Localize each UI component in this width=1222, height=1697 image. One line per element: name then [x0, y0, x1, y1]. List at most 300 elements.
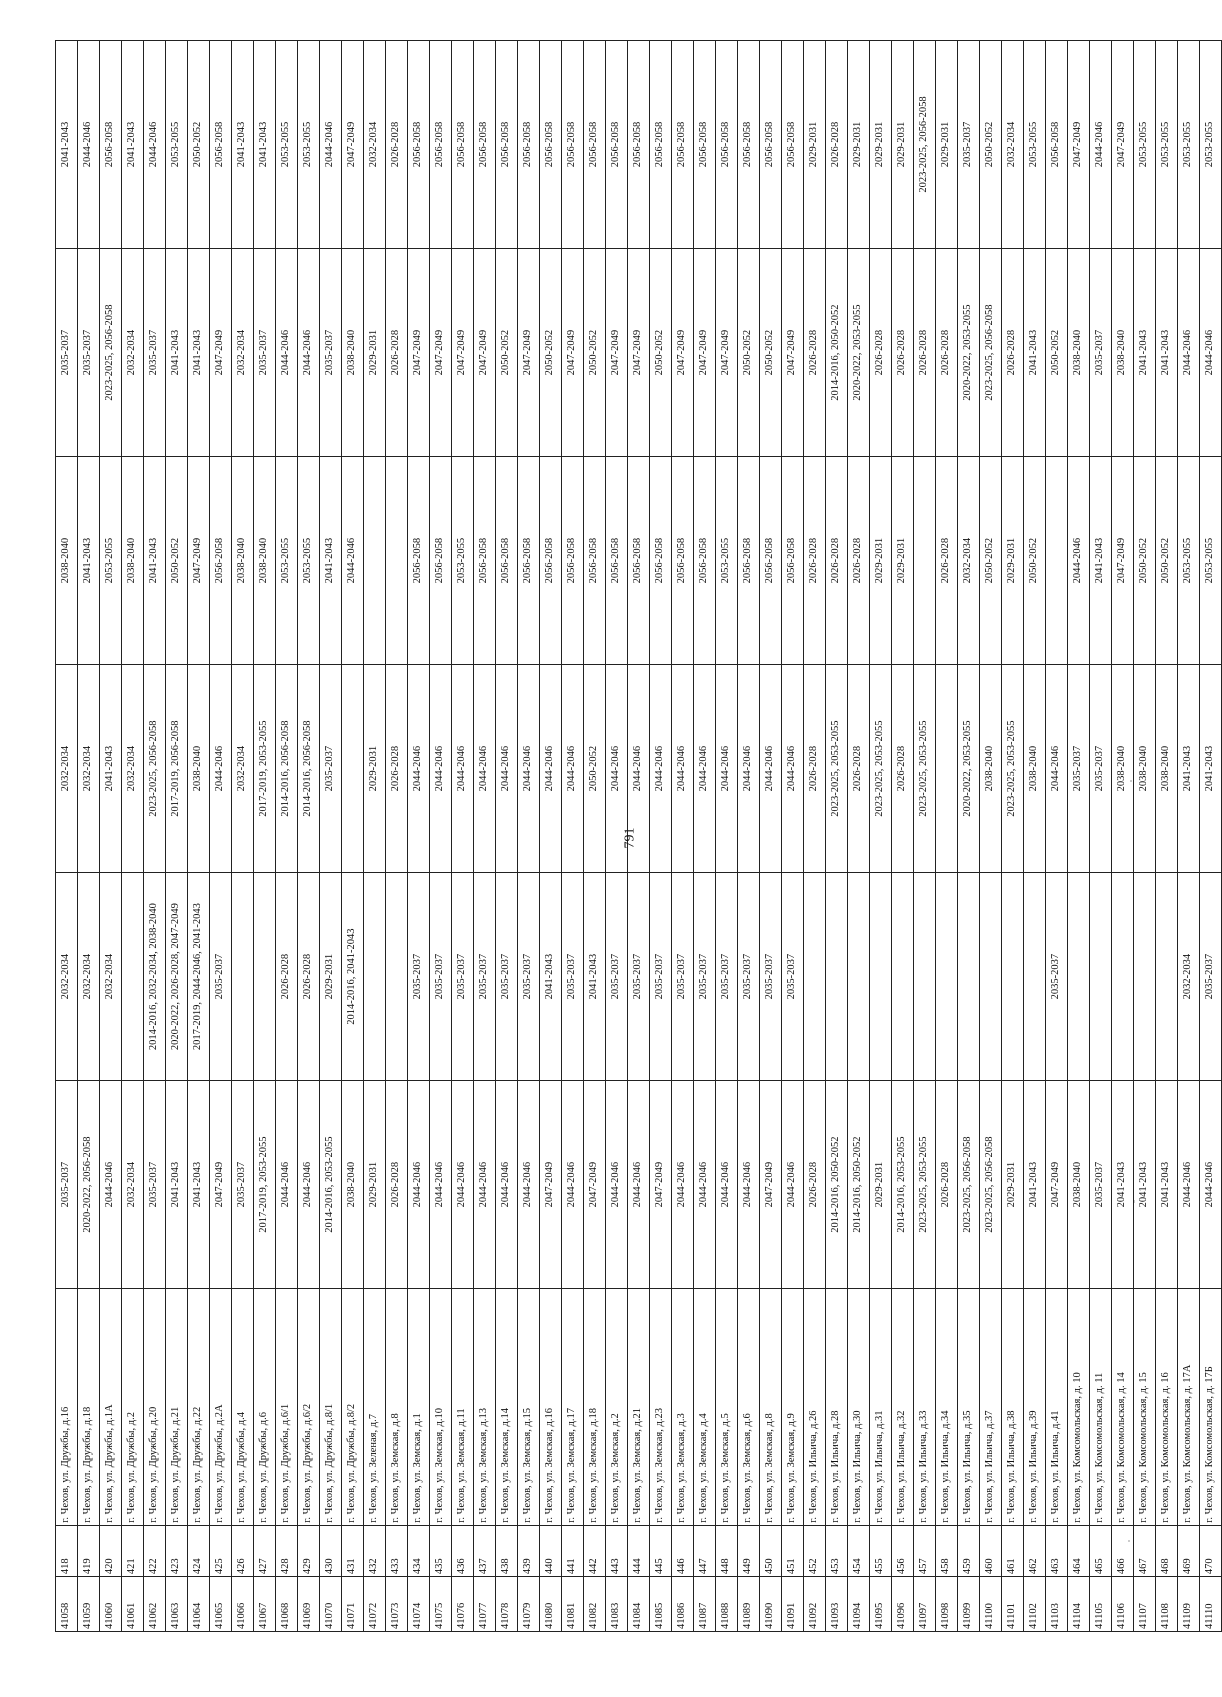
table-row — [276, 41, 298, 1632]
table-row — [584, 41, 606, 1632]
cell-row-number: 456 — [892, 1525, 914, 1576]
cell-address: г. Чехов, ул. Земская, д.16 — [540, 1289, 562, 1526]
cell-period-6: 2056-2058 — [716, 41, 738, 249]
cell-record-id: 41062 — [144, 1577, 166, 1632]
cell-period-5: 2026-2028 — [936, 249, 958, 457]
table-row — [562, 41, 584, 1632]
cell-period-1: 2044-2046 — [496, 1081, 518, 1289]
cell-period-5: 2035-2037 — [254, 249, 276, 457]
cell-period-3: 2038-2040 — [980, 665, 1002, 873]
table-row — [1002, 41, 1024, 1632]
cell-address: г. Чехов, ул. Ильича, д.41 — [1046, 1289, 1068, 1526]
cell-period-1: 2014-2016, 2050-2052 — [848, 1081, 870, 1289]
cell-address: г. Чехов, ул. Дружбы, д.8/2 — [342, 1289, 364, 1526]
cell-period-1: 2044-2046 — [430, 1081, 452, 1289]
cell-row-number: 437 — [474, 1525, 496, 1576]
cell-period-5: 2047-2049 — [210, 249, 232, 457]
cell-period-2: 2041-2043 — [540, 873, 562, 1081]
cell-period-2: 2035-2037 — [562, 873, 584, 1081]
cell-record-id: 41096 — [892, 1577, 914, 1632]
cell-record-id: 41075 — [430, 1577, 452, 1632]
cell-period-4: 2056-2058 — [584, 457, 606, 665]
cell-row-number: 420 — [100, 1525, 122, 1576]
cell-period-2 — [254, 873, 276, 1081]
table-body — [56, 41, 1222, 1632]
cell-record-id: 41089 — [738, 1577, 760, 1632]
cell-period-3: 2026-2028 — [892, 665, 914, 873]
cell-period-2: 2035-2037 — [408, 873, 430, 1081]
cell-period-1: 2044-2046 — [452, 1081, 474, 1289]
cell-period-3: 2044-2046 — [430, 665, 452, 873]
cell-period-5: 2038-2040 — [1068, 249, 1090, 457]
cell-record-id: 41068 — [276, 1577, 298, 1632]
cell-row-number: 462 — [1024, 1525, 1046, 1576]
cell-period-5: 2047-2049 — [430, 249, 452, 457]
cell-period-3: 2044-2046 — [518, 665, 540, 873]
cell-period-5: 2044-2046 — [1200, 249, 1222, 457]
cell-period-2: 2035-2037 — [628, 873, 650, 1081]
cell-period-5: 2038-2040 — [342, 249, 364, 457]
cell-period-4: 2056-2058 — [760, 457, 782, 665]
cell-period-2 — [1002, 873, 1024, 1081]
cell-period-2: 2035-2037 — [760, 873, 782, 1081]
cell-period-6: 2026-2028 — [826, 41, 848, 249]
table-row — [1046, 41, 1068, 1632]
cell-period-4: 2056-2058 — [474, 457, 496, 665]
cell-period-6: 2056-2058 — [518, 41, 540, 249]
cell-period-1: 2026-2028 — [936, 1081, 958, 1289]
cell-row-number: 469 — [1178, 1525, 1200, 1576]
cell-row-number: 463 — [1046, 1525, 1068, 1576]
scan-speck — [1134, 1200, 1135, 1203]
cell-period-2: 2035-2037 — [496, 873, 518, 1081]
cell-period-1: 2041-2043 — [1134, 1081, 1156, 1289]
cell-address: г. Чехов, ул. Земская, д.9 — [782, 1289, 804, 1526]
cell-period-1: 2044-2046 — [408, 1081, 430, 1289]
cell-period-2 — [386, 873, 408, 1081]
table-row — [386, 41, 408, 1632]
cell-row-number: 464 — [1068, 1525, 1090, 1576]
cell-period-6: 2044-2046 — [144, 41, 166, 249]
cell-row-number: 452 — [804, 1525, 826, 1576]
cell-address: г. Чехов, ул. Земская, д.15 — [518, 1289, 540, 1526]
cell-record-id: 41059 — [78, 1577, 100, 1632]
scan-speck — [1128, 1540, 1130, 1542]
cell-period-3: 2032-2034 — [78, 665, 100, 873]
cell-period-5: 2029-2031 — [364, 249, 386, 457]
cell-record-id: 41064 — [188, 1577, 210, 1632]
cell-period-4 — [914, 457, 936, 665]
cell-record-id: 41109 — [1178, 1577, 1200, 1632]
cell-address: г. Чехов, ул. Комсомольская, д. 16 — [1156, 1289, 1178, 1526]
cell-period-1: 2041-2043 — [166, 1081, 188, 1289]
cell-period-6: 2041-2043 — [254, 41, 276, 249]
cell-period-2 — [232, 873, 254, 1081]
cell-period-2 — [1156, 873, 1178, 1081]
cell-row-number: 438 — [496, 1525, 518, 1576]
cell-record-id: 41106 — [1112, 1577, 1134, 1632]
cell-address: г. Чехов, ул. Ильича, д.32 — [892, 1289, 914, 1526]
cell-period-6: 2044-2046 — [1090, 41, 1112, 249]
cell-period-6: 2056-2058 — [760, 41, 782, 249]
cell-period-2 — [892, 873, 914, 1081]
cell-record-id: 41105 — [1090, 1577, 1112, 1632]
cell-address: г. Чехов, ул. Комсомольская, д. 17Б — [1200, 1289, 1222, 1526]
table-row — [782, 41, 804, 1632]
cell-period-5: 2047-2049 — [628, 249, 650, 457]
cell-period-1: 2047-2049 — [584, 1081, 606, 1289]
cell-period-5: 2041-2043 — [1156, 249, 1178, 457]
cell-period-2: 2017-2019, 2044-2046, 2041-2043 — [188, 873, 210, 1081]
cell-period-4: 2056-2058 — [518, 457, 540, 665]
cell-period-1: 2044-2046 — [628, 1081, 650, 1289]
cell-address: г. Чехов, ул. Земская, д.13 — [474, 1289, 496, 1526]
cell-period-4: 2029-2031 — [892, 457, 914, 665]
cell-period-2 — [1112, 873, 1134, 1081]
cell-period-5: 2035-2037 — [144, 249, 166, 457]
table-row — [540, 41, 562, 1632]
cell-address: г. Чехов, ул. Ильича, д.37 — [980, 1289, 1002, 1526]
cell-period-3: 2023-2025, 2053-2055 — [1002, 665, 1024, 873]
cell-period-2 — [804, 873, 826, 1081]
cell-address: г. Чехов, ул. Дружбы, д.1А — [100, 1289, 122, 1526]
cell-period-3: 2023-2025, 2053-2055 — [826, 665, 848, 873]
cell-period-1: 2047-2049 — [650, 1081, 672, 1289]
cell-period-2: 2035-2037 — [1046, 873, 1068, 1081]
cell-period-3: 2026-2028 — [804, 665, 826, 873]
cell-address: г. Чехов, ул. Дружбы, д.22 — [188, 1289, 210, 1526]
cell-period-6: 2032-2034 — [1002, 41, 1024, 249]
cell-row-number: 459 — [958, 1525, 980, 1576]
cell-period-2 — [870, 873, 892, 1081]
cell-period-5: 2047-2049 — [408, 249, 430, 457]
table-row — [496, 41, 518, 1632]
cell-period-5: 2050-2052 — [760, 249, 782, 457]
cell-period-1: 2023-2025, 2053-2055 — [914, 1081, 936, 1289]
cell-period-3 — [342, 665, 364, 873]
cell-period-6: 2029-2031 — [848, 41, 870, 249]
cell-period-5: 2047-2049 — [562, 249, 584, 457]
cell-period-5: 2050-2052 — [496, 249, 518, 457]
cell-period-4: 2056-2058 — [408, 457, 430, 665]
table-row — [166, 41, 188, 1632]
cell-period-5: 2026-2028 — [870, 249, 892, 457]
cell-period-3: 2044-2046 — [760, 665, 782, 873]
cell-period-5: 2044-2046 — [276, 249, 298, 457]
cell-period-4: 2053-2055 — [1200, 457, 1222, 665]
table-row — [78, 41, 100, 1632]
cell-period-1: 2044-2046 — [716, 1081, 738, 1289]
cell-period-1: 2035-2037 — [144, 1081, 166, 1289]
cell-period-3: 2038-2040 — [1024, 665, 1046, 873]
cell-period-2: 2032-2034 — [1178, 873, 1200, 1081]
cell-row-number: 445 — [650, 1525, 672, 1576]
cell-period-2: 2041-2043 — [584, 873, 606, 1081]
cell-period-2 — [980, 873, 1002, 1081]
cell-period-6: 2029-2031 — [936, 41, 958, 249]
cell-record-id: 41108 — [1156, 1577, 1178, 1632]
cell-period-4: 2056-2058 — [496, 457, 518, 665]
cell-period-5: 2047-2049 — [474, 249, 496, 457]
cell-period-6: 2056-2058 — [606, 41, 628, 249]
cell-address: г. Чехов, ул. Ильича, д.26 — [804, 1289, 826, 1526]
cell-record-id: 41061 — [122, 1577, 144, 1632]
cell-period-5: 2032-2034 — [122, 249, 144, 457]
cell-row-number: 430 — [320, 1525, 342, 1576]
cell-period-6: 2056-2058 — [210, 41, 232, 249]
cell-period-6: 2056-2058 — [782, 41, 804, 249]
cell-period-6: 2041-2043 — [232, 41, 254, 249]
cell-period-4: 2044-2046 — [342, 457, 364, 665]
cell-record-id: 41110 — [1200, 1577, 1222, 1632]
cell-period-1: 2026-2028 — [804, 1081, 826, 1289]
cell-period-3: 2041-2043 — [1178, 665, 1200, 873]
cell-row-number: 443 — [606, 1525, 628, 1576]
cell-period-2 — [848, 873, 870, 1081]
cell-period-3: 2029-2031 — [364, 665, 386, 873]
cell-row-number: 451 — [782, 1525, 804, 1576]
cell-row-number: 418 — [56, 1525, 78, 1576]
cell-period-6: 2056-2058 — [452, 41, 474, 249]
cell-record-id: 41093 — [826, 1577, 848, 1632]
cell-address: г. Чехов, ул. Земская, д.6 — [738, 1289, 760, 1526]
cell-address: г. Чехов, ул. Земская, д.23 — [650, 1289, 672, 1526]
cell-period-6: 2056-2058 — [496, 41, 518, 249]
table-row — [1134, 41, 1156, 1632]
cell-period-3: 2014-2016, 2056-2058 — [298, 665, 320, 873]
cell-period-4: 2056-2058 — [430, 457, 452, 665]
table-row — [1024, 41, 1046, 1632]
cell-row-number: 432 — [364, 1525, 386, 1576]
cell-record-id: 41077 — [474, 1577, 496, 1632]
cell-period-5: 2050-2052 — [584, 249, 606, 457]
cell-period-6: 2053-2055 — [276, 41, 298, 249]
cell-row-number: 461 — [1002, 1525, 1024, 1576]
cell-record-id: 41100 — [980, 1577, 1002, 1632]
cell-record-id: 41097 — [914, 1577, 936, 1632]
cell-address: г. Чехов, ул. Земская, д.2 — [606, 1289, 628, 1526]
cell-period-4: 2056-2058 — [210, 457, 232, 665]
cell-period-3: 2038-2040 — [1112, 665, 1134, 873]
cell-period-4: 2044-2046 — [1068, 457, 1090, 665]
table-row — [122, 41, 144, 1632]
cell-period-6: 2023-2025, 2056-2058 — [914, 41, 936, 249]
cell-period-3: 2026-2028 — [386, 665, 408, 873]
cell-address: г. Чехов, ул. Дружбы, д.8/1 — [320, 1289, 342, 1526]
cell-period-6: 2056-2058 — [1046, 41, 1068, 249]
cell-period-6: 2053-2055 — [1178, 41, 1200, 249]
cell-period-4: 2050-2052 — [1024, 457, 1046, 665]
cell-period-4: 2056-2058 — [782, 457, 804, 665]
cell-period-1: 2044-2046 — [1200, 1081, 1222, 1289]
cell-period-5: 2047-2049 — [694, 249, 716, 457]
scan-speck — [1130, 780, 1132, 782]
cell-row-number: 467 — [1134, 1525, 1156, 1576]
cell-address: г. Чехов, ул. Комсомольская, д. 15 — [1134, 1289, 1156, 1526]
cell-period-3: 2032-2034 — [56, 665, 78, 873]
table-row — [958, 41, 980, 1632]
cell-period-1: 2035-2037 — [1090, 1081, 1112, 1289]
cell-period-6: 2056-2058 — [100, 41, 122, 249]
cell-period-1: 2041-2043 — [1112, 1081, 1134, 1289]
cell-period-5: 2026-2028 — [1002, 249, 1024, 457]
cell-period-6: 2053-2055 — [1156, 41, 1178, 249]
cell-period-6: 2029-2031 — [804, 41, 826, 249]
cell-period-2: 2035-2037 — [606, 873, 628, 1081]
cell-period-3: 2041-2043 — [100, 665, 122, 873]
page-number: 791 — [622, 827, 638, 849]
cell-period-1: 2044-2046 — [606, 1081, 628, 1289]
cell-period-1: 2047-2049 — [540, 1081, 562, 1289]
table-row — [100, 41, 122, 1632]
cell-period-5: 2041-2043 — [1134, 249, 1156, 457]
cell-period-2: 2035-2037 — [650, 873, 672, 1081]
cell-address: г. Чехов, ул. Ильича, д.39 — [1024, 1289, 1046, 1526]
cell-record-id: 41063 — [166, 1577, 188, 1632]
rotated-table-frame — [55, 40, 1216, 1632]
cell-row-number: 455 — [870, 1525, 892, 1576]
cell-period-3: 2023-2025, 2053-2055 — [914, 665, 936, 873]
cell-address: г. Чехов, ул. Дружбы, д.16 — [56, 1289, 78, 1526]
cell-period-2 — [364, 873, 386, 1081]
table-row — [210, 41, 232, 1632]
cell-row-number: 449 — [738, 1525, 760, 1576]
cell-period-4: 2026-2028 — [826, 457, 848, 665]
cell-row-number: 435 — [430, 1525, 452, 1576]
cell-row-number: 436 — [452, 1525, 474, 1576]
cell-period-5: 2035-2037 — [56, 249, 78, 457]
cell-row-number: 441 — [562, 1525, 584, 1576]
cell-period-6: 2053-2055 — [166, 41, 188, 249]
cell-period-6: 2056-2058 — [474, 41, 496, 249]
table-row — [716, 41, 738, 1632]
cell-period-2: 2032-2034 — [78, 873, 100, 1081]
cell-period-6: 2044-2046 — [78, 41, 100, 249]
cell-address: г. Чехов, ул. Ильича, д.38 — [1002, 1289, 1024, 1526]
cell-address: г. Чехов, ул. Дружбы, д.2 — [122, 1289, 144, 1526]
cell-period-4: 2056-2058 — [606, 457, 628, 665]
cell-period-2 — [1024, 873, 1046, 1081]
cell-period-2: 2032-2034 — [56, 873, 78, 1081]
table-row — [408, 41, 430, 1632]
table-row — [848, 41, 870, 1632]
cell-period-3: 2017-2019, 2053-2055 — [254, 665, 276, 873]
cell-period-6: 2056-2058 — [650, 41, 672, 249]
cell-period-3: 2038-2040 — [1134, 665, 1156, 873]
cell-row-number: 470 — [1200, 1525, 1222, 1576]
table-row — [232, 41, 254, 1632]
cell-period-4: 2056-2058 — [540, 457, 562, 665]
cell-period-5: 2026-2028 — [892, 249, 914, 457]
table-row — [1178, 41, 1200, 1632]
cell-row-number: 454 — [848, 1525, 870, 1576]
cell-period-1: 2044-2046 — [1178, 1081, 1200, 1289]
cell-address: г. Чехов, ул. Земская, д.8 — [386, 1289, 408, 1526]
cell-record-id: 41095 — [870, 1577, 892, 1632]
cell-period-3: 2035-2037 — [1090, 665, 1112, 873]
cell-period-1: 2014-2016, 2053-2055 — [320, 1081, 342, 1289]
table-row — [672, 41, 694, 1632]
cell-period-3: 2020-2022, 2053-2055 — [958, 665, 980, 873]
cell-period-3: 2014-2016, 2056-2058 — [276, 665, 298, 873]
cell-address: г. Чехов, ул. Дружбы, д.20 — [144, 1289, 166, 1526]
cell-period-2: 2035-2037 — [452, 873, 474, 1081]
cell-period-6: 2029-2031 — [870, 41, 892, 249]
cell-record-id: 41079 — [518, 1577, 540, 1632]
cell-record-id: 41070 — [320, 1577, 342, 1632]
cell-record-id: 41086 — [672, 1577, 694, 1632]
cell-record-id: 41084 — [628, 1577, 650, 1632]
cell-record-id: 41094 — [848, 1577, 870, 1632]
cell-period-5: 2035-2037 — [320, 249, 342, 457]
cell-address: г. Чехов, ул. Дружбы, д.6 — [254, 1289, 276, 1526]
cell-period-2: 2035-2037 — [716, 873, 738, 1081]
cell-period-2: 2035-2037 — [782, 873, 804, 1081]
cell-period-4 — [386, 457, 408, 665]
cell-address: г. Чехов, ул. Земская, д.11 — [452, 1289, 474, 1526]
cell-address: г. Чехов, ул. Ильича, д.28 — [826, 1289, 848, 1526]
cell-period-1: 2035-2037 — [56, 1081, 78, 1289]
cell-period-6: 2041-2043 — [56, 41, 78, 249]
cell-period-3: 2032-2034 — [122, 665, 144, 873]
cell-period-3: 2044-2046 — [782, 665, 804, 873]
cell-row-number: 429 — [298, 1525, 320, 1576]
table-row — [254, 41, 276, 1632]
cell-period-4: 2056-2058 — [738, 457, 760, 665]
cell-address: г. Чехов, ул. Дружбы, д.6/1 — [276, 1289, 298, 1526]
cell-period-5: 2026-2028 — [804, 249, 826, 457]
table-row — [342, 41, 364, 1632]
cell-period-4: 2053-2055 — [276, 457, 298, 665]
table-row — [1156, 41, 1178, 1632]
cell-period-4: 2038-2040 — [56, 457, 78, 665]
cell-address: г. Чехов, ул. Комсомольская, д. 10 — [1068, 1289, 1090, 1526]
cell-period-1: 2047-2049 — [210, 1081, 232, 1289]
table-row — [56, 41, 78, 1632]
table-row — [1200, 41, 1222, 1632]
cell-row-number: 421 — [122, 1525, 144, 1576]
cell-record-id: 41067 — [254, 1577, 276, 1632]
cell-period-6: 2056-2058 — [694, 41, 716, 249]
cell-address: г. Чехов, ул. Земская, д.3 — [672, 1289, 694, 1526]
cell-period-4: 2053-2055 — [100, 457, 122, 665]
cell-period-3: 2041-2043 — [1200, 665, 1222, 873]
cell-record-id: 41083 — [606, 1577, 628, 1632]
cell-period-4: 2050-2052 — [166, 457, 188, 665]
cell-period-4: 2032-2034 — [958, 457, 980, 665]
cell-period-2: 2014-2016, 2032-2034, 2038-2040 — [144, 873, 166, 1081]
cell-record-id: 41081 — [562, 1577, 584, 1632]
cell-period-4: 2056-2058 — [694, 457, 716, 665]
cell-address: г. Чехов, ул. Земская, д.1 — [408, 1289, 430, 1526]
cell-record-id: 41087 — [694, 1577, 716, 1632]
cell-period-2: 2029-2031 — [320, 873, 342, 1081]
cell-period-4: 2047-2049 — [188, 457, 210, 665]
cell-record-id: 41080 — [540, 1577, 562, 1632]
cell-period-4: 2056-2058 — [650, 457, 672, 665]
cell-period-1: 2038-2040 — [1068, 1081, 1090, 1289]
cell-period-3: 2044-2046 — [496, 665, 518, 873]
cell-address: г. Чехов, ул. Комсомольская, д. 17А — [1178, 1289, 1200, 1526]
cell-period-3: 2044-2046 — [1046, 665, 1068, 873]
cell-period-5: 2050-2052 — [738, 249, 760, 457]
cell-period-3: 2050-2052 — [584, 665, 606, 873]
cell-period-3: 2044-2046 — [408, 665, 430, 873]
table-row — [738, 41, 760, 1632]
cell-period-1: 2044-2046 — [694, 1081, 716, 1289]
cell-address: г. Чехов, ул. Комсомольская, д. 11 — [1090, 1289, 1112, 1526]
cell-period-5: 2041-2043 — [188, 249, 210, 457]
